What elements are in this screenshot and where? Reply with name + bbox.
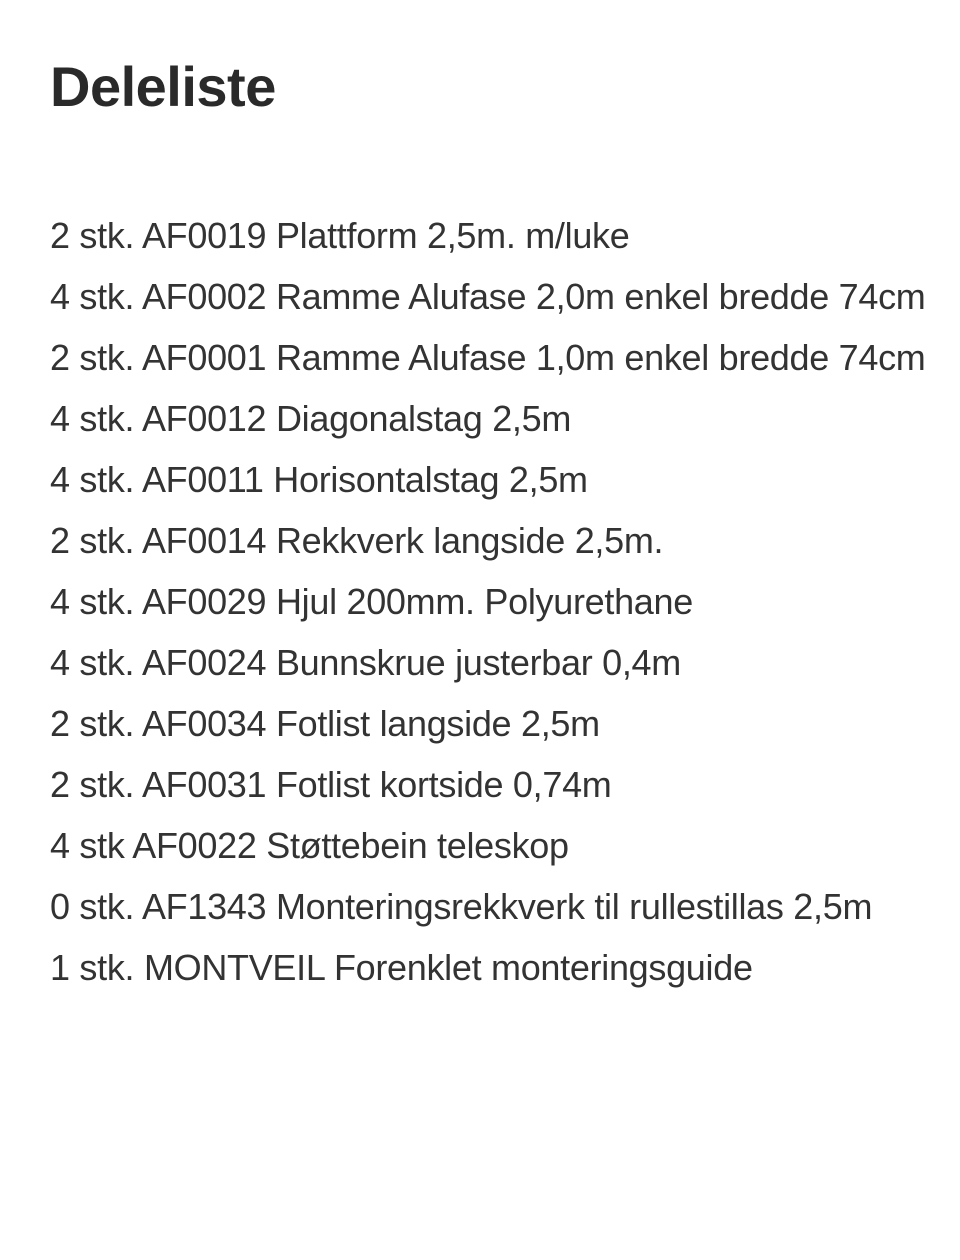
item-code: AF1343 [141, 886, 267, 927]
item-code: MONTVEIL [143, 947, 325, 988]
item-quantity: 2 stk. [50, 337, 135, 378]
item-code: AF0029 [141, 581, 267, 622]
list-item [50, 510, 930, 571]
item-quantity: 0 stk. [50, 886, 135, 927]
list-item [50, 388, 930, 449]
item-quantity: 2 stk. [50, 520, 135, 561]
list-item [50, 754, 930, 815]
item-quantity: 2 stk. [50, 215, 135, 256]
item-description: Plattform 2,5m. m/luke [275, 215, 630, 256]
item-description: Monteringsrekkverk til rullestillas 2,5m [275, 886, 873, 927]
item-code: AF0022 [132, 825, 257, 866]
list-item [50, 449, 930, 510]
item-code: AF0001 [141, 337, 267, 378]
item-description: Støttebein teleskop [266, 825, 569, 866]
page-title: Deleliste [50, 55, 276, 118]
item-quantity: 4 stk. [50, 398, 135, 439]
item-description: Forenklet monteringsguide [333, 947, 753, 988]
item-quantity: 4 stk. [50, 459, 135, 500]
item-code: AF0011 [141, 459, 264, 500]
list-item [50, 937, 930, 998]
item-description: Fotlist langside 2,5m [275, 703, 600, 744]
item-description: Bunnskrue justerbar 0,4m [275, 642, 681, 683]
item-description: Diagonalstag 2,5m [275, 398, 572, 439]
list-item [50, 632, 930, 693]
item-quantity: 4 stk. [50, 642, 135, 683]
item-quantity: 4 stk. [50, 276, 135, 317]
list-item [50, 693, 930, 754]
list-item [50, 205, 930, 266]
list-item [50, 571, 930, 632]
item-description: Horisontalstag 2,5m [273, 459, 588, 500]
item-quantity: 4 stk. [50, 581, 135, 622]
item-code: AF0031 [141, 764, 267, 805]
item-code: AF0034 [141, 703, 267, 744]
item-description: Hjul 200mm. Polyurethane [275, 581, 693, 622]
item-quantity: 1 stk. [50, 947, 135, 988]
item-code: AF0012 [141, 398, 267, 439]
list-item [50, 876, 930, 937]
item-quantity: 2 stk. [50, 764, 135, 805]
item-code: AF0024 [141, 642, 267, 683]
list-item [50, 327, 930, 388]
item-code: AF0002 [141, 276, 267, 317]
item-quantity: 2 stk. [50, 703, 135, 744]
item-code: AF0019 [141, 215, 267, 256]
item-code: AF0014 [141, 520, 267, 561]
item-description: Fotlist kortside 0,74m [275, 764, 612, 805]
item-description: Ramme Alufase 1,0m enkel bredde 74cm [275, 337, 926, 378]
list-item [50, 815, 930, 876]
item-quantity: 4 stk [50, 825, 125, 866]
parts-list [50, 205, 930, 998]
list-item [50, 266, 930, 327]
item-description: Ramme Alufase 2,0m enkel bredde 74cm [275, 276, 926, 317]
item-description: Rekkverk langside 2,5m. [275, 520, 664, 561]
